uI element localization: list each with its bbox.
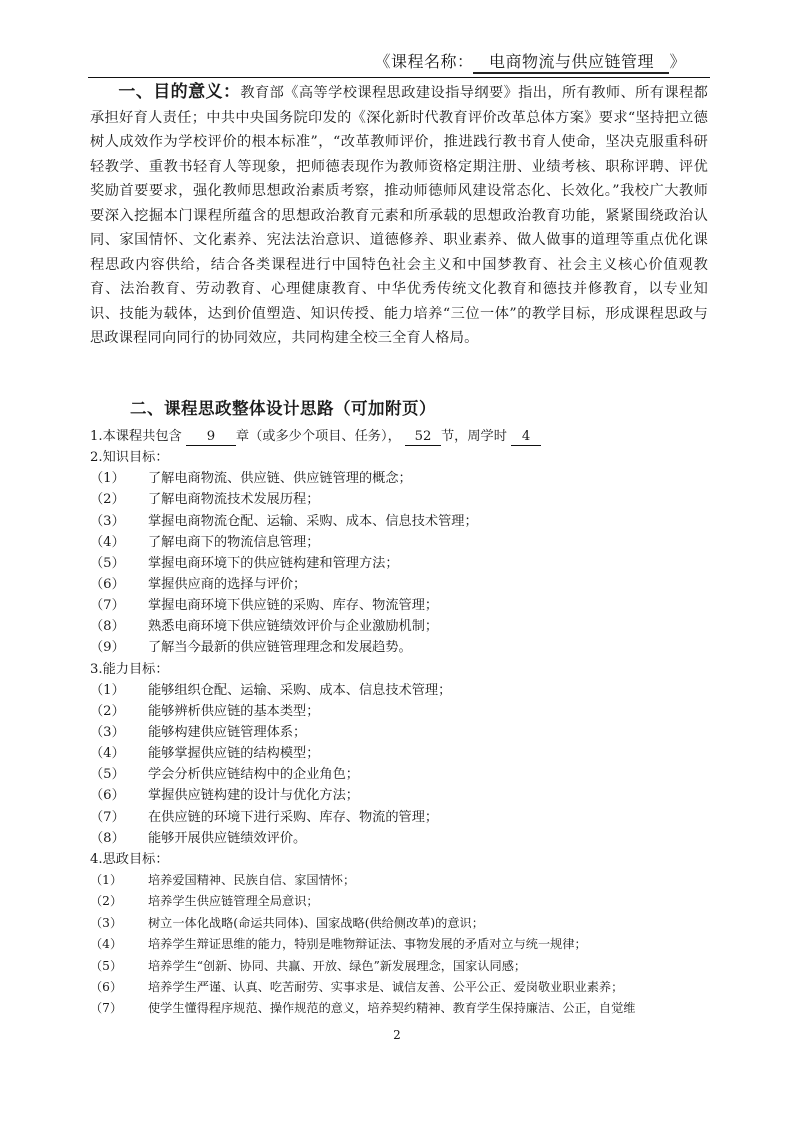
list-item bbox=[90, 764, 708, 785]
list-item bbox=[90, 489, 708, 510]
list-item-number: （3） bbox=[90, 513, 125, 529]
course-name: 电商物流与供应链管理 bbox=[473, 49, 669, 74]
list-item-number: （5） bbox=[90, 767, 125, 783]
course-title-prefix: 《课程名称： bbox=[374, 52, 474, 71]
list-item-text: 能够开展供应链绩效评价。 bbox=[148, 830, 307, 846]
weekly-hours: 4 bbox=[511, 429, 541, 446]
list-item-text: 掌握供应商的选择与评价； bbox=[148, 576, 307, 592]
design-content bbox=[90, 426, 708, 1020]
ideological-goals-title: 4.思政目标： bbox=[90, 851, 169, 867]
course-title-suffix: 》 bbox=[669, 52, 686, 71]
structure-label: 1.本课程共包含 bbox=[90, 429, 182, 444]
list-item-text: 能够组织仓配、运输、采购、成本、信息技术管理； bbox=[148, 682, 452, 698]
list-item-text: 掌握供应链构建的设计与优化方法； bbox=[148, 788, 359, 804]
list-item bbox=[90, 870, 708, 891]
list-item bbox=[90, 680, 708, 701]
list-item-number: （8） bbox=[90, 619, 125, 635]
list-item bbox=[90, 468, 708, 489]
list-item bbox=[90, 807, 708, 828]
list-item bbox=[90, 977, 708, 998]
list-item bbox=[90, 913, 708, 934]
course-structure-line bbox=[90, 426, 708, 447]
list-item-text: 能够构建供应链管理体系； bbox=[148, 724, 307, 740]
list-item-text: 能够辨析供应链的基本类型； bbox=[148, 703, 320, 719]
list-item bbox=[90, 616, 708, 637]
list-item-number: （3） bbox=[90, 915, 123, 930]
list-item-number: （7） bbox=[90, 598, 125, 614]
list-item-number: （1） bbox=[90, 682, 125, 698]
section-purpose-body: 教育部《高等学校课程思政建设指导纲要》指出，所有教师、所有课程都承担好育人责任；中共中央国务院印发的《深化新时代教育评价改革总体方案》要求“坚持把立德树人成效作为学校评价的根本标准”，“改革教师评价，推进践行教书育人使命，坚决克服重科研轻教学、重教书轻育人等现象，把师德表现作为教师资格定期注册、业绩考核、职称评聘、评优奖励首要要求，强化教师思想政治素质考察，推动师德师风建设常态化、长效化。”我校广大教师要深入挖掘本门课程所蕴含的思想政治教育元素和所承载的思想政治教育功能，紧紧围绕政治认同、家国情怀、文化素养、宪法法治意识、道德修养、职业素养、做人做事的道理等重点优化课程思政内容供给，结合各类课程进行中国特色社会主义和中国梦教育、社会主义核心价值观教育、法治教育、劳动教育、心理健康教育、中华优秀传统文化教育和德技并修教育，以专业知识、技能为载体，达到价值塑造、知识传授、能力培养“三位一体”的教学目标，形成课程思政与思政课程同向同行的协同效应，共同构建全校三全育人格局。 bbox=[90, 85, 709, 346]
list-item-number: （6） bbox=[90, 576, 125, 592]
list-item-text: 培养学生辩证思维的能力，特别是唯物辩证法、事物发展的矛盾对立与统一规律； bbox=[148, 937, 587, 952]
list-item bbox=[90, 701, 708, 722]
list-item-number: （5） bbox=[90, 555, 125, 571]
list-item bbox=[90, 998, 708, 1019]
list-item bbox=[90, 722, 708, 743]
list-item bbox=[90, 511, 708, 532]
course-header bbox=[88, 45, 710, 75]
section-purpose-heading: 一、目的意义： bbox=[118, 82, 241, 102]
section-purpose bbox=[90, 80, 708, 351]
header-divider bbox=[88, 77, 710, 78]
list-item-text: 培养学生供应链管理全局意识； bbox=[148, 894, 319, 909]
chapters-label: 章（或多少个项目、任务）， bbox=[235, 429, 401, 444]
list-item-number: （2） bbox=[90, 492, 125, 508]
list-item-text: 了解电商物流技术发展历程； bbox=[148, 492, 320, 508]
list-item bbox=[90, 828, 708, 849]
list-item bbox=[90, 574, 708, 595]
list-item bbox=[90, 637, 708, 658]
list-item-text: 使学生懂得程序规范、操作规范的意义，培养契约精神、教育学生保持廉洁、公正，自觉维 bbox=[148, 1001, 636, 1016]
knowledge-goals-title: 2.知识目标： bbox=[90, 450, 169, 466]
ability-goals-list bbox=[90, 680, 708, 849]
list-item-number: （3） bbox=[90, 724, 125, 740]
list-item bbox=[90, 891, 708, 912]
list-item-number: （4） bbox=[90, 937, 123, 952]
list-item bbox=[90, 595, 708, 616]
course-title bbox=[374, 49, 686, 74]
list-item-number: （2） bbox=[90, 894, 123, 909]
list-item-number: （4） bbox=[90, 534, 125, 550]
list-item bbox=[90, 785, 708, 806]
ideological-goals-list bbox=[90, 870, 708, 1020]
list-item-number: （8） bbox=[90, 830, 125, 846]
knowledge-goals-list bbox=[90, 468, 708, 658]
list-item-text: 培养学生严谨、认真、吃苦耐劳、实事求是、诚信友善、公平公正、爱岗敬业职业素养； bbox=[148, 979, 624, 994]
ability-goals-title: 3.能力目标： bbox=[90, 661, 169, 677]
list-item-number: （1） bbox=[90, 471, 125, 487]
section-design-heading: 二、课程思政整体设计思路（可加附页） bbox=[130, 399, 436, 418]
list-item-text: 了解电商物流、供应链、供应链管理的概念； bbox=[148, 471, 412, 487]
chapters-count: 9 bbox=[186, 429, 236, 446]
list-item bbox=[90, 743, 708, 764]
list-item bbox=[90, 553, 708, 574]
list-item-number: （2） bbox=[90, 703, 125, 719]
list-item-number: （5） bbox=[90, 958, 123, 973]
page-number: 2 bbox=[393, 1028, 401, 1042]
list-item bbox=[90, 934, 708, 955]
list-item-text: 掌握电商物流仓配、运输、采购、成本、信息技术管理； bbox=[148, 513, 478, 529]
list-item-text: 在供应链的环境下进行采购、库存、物流的管理； bbox=[148, 809, 439, 825]
list-item-text: 树立一体化战略(命运共同体)、国家战略(供给侧改革)的意识； bbox=[148, 915, 484, 930]
list-item-number: （6） bbox=[90, 788, 125, 804]
list-item bbox=[90, 532, 708, 553]
list-item-number: （9） bbox=[90, 640, 125, 656]
list-item-text: 培养学生“创新、协同、共赢、开放、绿色”新发展理念，国家认同感； bbox=[148, 958, 527, 973]
list-item-text: 掌握电商环境下的供应链构建和管理方法； bbox=[148, 555, 399, 571]
list-item-number: （4） bbox=[90, 746, 125, 762]
list-item-text: 能够掌握供应链的结构模型； bbox=[148, 746, 320, 762]
list-item-number: （6） bbox=[90, 979, 123, 994]
sections-label: 节，周学时 bbox=[440, 429, 507, 444]
list-item-text: 学会分析供应链结构中的企业角色； bbox=[148, 767, 359, 783]
list-item-text: 熟悉电商环境下供应链绩效评价与企业激励机制； bbox=[148, 619, 439, 635]
list-item bbox=[90, 956, 708, 977]
list-item-number: （7） bbox=[90, 1001, 123, 1016]
sections-count: 52 bbox=[405, 429, 441, 446]
list-item-number: （1） bbox=[90, 872, 123, 887]
list-item-text: 了解当今最新的供应链管理理念和发展趋势。 bbox=[148, 640, 412, 656]
list-item-text: 了解电商下的物流信息管理； bbox=[148, 534, 320, 550]
list-item-text: 培养爱国精神、民族自信、家国情怀； bbox=[148, 872, 356, 887]
list-item-number: （7） bbox=[90, 809, 125, 825]
list-item-text: 掌握电商环境下供应链的采购、库存、物流管理； bbox=[148, 598, 439, 614]
